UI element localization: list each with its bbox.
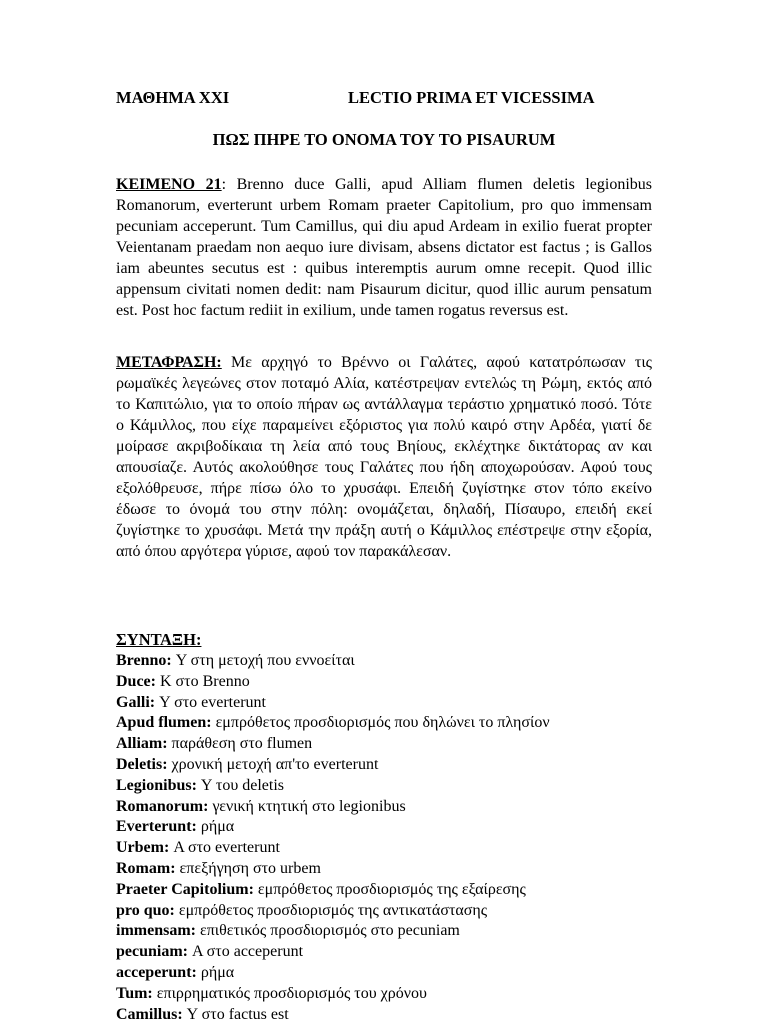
- syntax-term: Alliam:: [116, 735, 168, 753]
- latin-text-label-separator: :: [221, 176, 227, 193]
- lesson-latin-title: LECTIO PRIMA ET VICESSIMA: [348, 88, 595, 107]
- syntax-term: acceperunt:: [116, 963, 197, 981]
- syntax-item: [116, 755, 652, 776]
- translation-section: [116, 352, 652, 562]
- syntax-description: χρονική μετοχή απ'το everterunt: [167, 755, 379, 773]
- syntax-list: [116, 651, 652, 1025]
- syntax-item: [116, 859, 652, 880]
- syntax-description: εμπρόθετος προσδιορισμός της εξαίρεσης: [253, 880, 526, 898]
- syntax-item: [116, 776, 652, 797]
- syntax-item: [116, 797, 652, 818]
- syntax-term: pecuniam:: [116, 943, 188, 961]
- syntax-term: Galli:: [116, 693, 156, 711]
- syntax-item: [116, 838, 652, 859]
- syntax-term: Deletis:: [116, 755, 168, 773]
- syntax-item: [116, 984, 652, 1005]
- syntax-heading: ΣΥΝΤΑΞΗ:: [116, 630, 202, 649]
- syntax-description: επιρρηματικός προσδιορισμός του χρόνου: [152, 984, 427, 1002]
- syntax-item: [116, 901, 652, 922]
- syntax-item: [116, 734, 652, 755]
- syntax-term: Apud flumen:: [116, 714, 212, 732]
- latin-text-section: [116, 174, 652, 321]
- lesson-title: ΠΩΣ ΠΗΡΕ ΤΟ ΟΝΟΜΑ ΤΟΥ ΤΟ PISAURUM: [212, 130, 556, 149]
- syntax-description: Υ στη μετοχή που εννοείται: [171, 652, 355, 669]
- syntax-description: εμπρόθετος προσδιορισμός της αντικατάστασης: [174, 901, 488, 919]
- syntax-item: [116, 651, 652, 672]
- syntax-term: Camillus:: [116, 1005, 183, 1023]
- syntax-description: Υ στο factus est: [182, 1005, 289, 1023]
- syntax-item: [116, 1005, 652, 1025]
- syntax-description: εμπρόθετος προσδιορισμός που δηλώνει το πλησίον: [211, 714, 550, 732]
- syntax-term: Praeter Capitolium:: [116, 880, 254, 898]
- syntax-description: Κ στο Brenno: [155, 672, 250, 690]
- syntax-term: Romam:: [116, 859, 176, 877]
- syntax-item: [116, 817, 652, 838]
- syntax-term: Urbem:: [116, 839, 170, 857]
- syntax-item: [116, 713, 652, 734]
- lesson-number: ΜΑΘΗΜΑ XXI: [116, 88, 230, 107]
- syntax-description: Υ του deletis: [196, 776, 284, 794]
- syntax-term: immensam:: [116, 922, 196, 940]
- translation-body: Με αρχηγό το Βρέννο οι Γαλάτες, αφού κατατρόπωσαν τις ρωμαϊκές λεγεώνες στον ποταμό Αλία, κατέστρεψαν εντελώς τη Ρώμη, εκτός από το Καπιτώλιο, για το οποίο πήραν ως αντάλλαγμα τεράστιο χρηματικό ποσό. Τότε ο Κάμιλλος, που είχε παραμείνει εξόριστος για πολύ καιρό στην Αρδέα, γιατί δε μοίρασε ακριβοδίκαια τη λεία από τους Βηίους, εκλέχτηκε δικτάτορας αν και απουσίαζε. Αυτός ακολούθησε τους Γαλάτες που ήδη αποχωρούσαν. Αφού τους εξολόθρευσε, πήρε πίσω όλο το χρυσάφι. Επειδή ζυγίστηκε στον τόπο εκείνο έδωσε το όνομά του στην πόλη: ονομάζεται, δηλαδή, Πίσαυρο, επειδή εκεί ζυγίστηκε το χρυσάφι. Μετά την πράξη αυτή ο Κάμιλλος επέστρεψε στην εξορία, από όπου αργότερα γύρισε, αφού τον παρακάλεσαν.: [116, 354, 652, 560]
- syntax-item: [116, 693, 652, 714]
- syntax-description: γενική κτητική στο legionibus: [208, 797, 406, 815]
- syntax-term: Brenno:: [116, 652, 172, 669]
- syntax-description: παράθεση στο flumen: [167, 735, 313, 753]
- syntax-item: [116, 672, 652, 693]
- syntax-item: [116, 921, 652, 942]
- syntax-term: Legionibus:: [116, 776, 197, 794]
- syntax-description: ρήμα: [196, 818, 235, 836]
- syntax-description: επιθετικός προσδιορισμός στο pecuniam: [195, 922, 460, 940]
- syntax-description: επεξήγηση στο urbem: [175, 859, 321, 877]
- syntax-item: [116, 963, 652, 984]
- syntax-item: [116, 942, 652, 963]
- latin-text-body: Brenno duce Galli, apud Alliam flumen deletis legionibus Romanorum, everterunt urbem Romam praeter Capitolium, pro quo immensam pecuniam acceperunt. Tum Camillus, qui diu apud Ardeam in exilio fuerat propter Veientanam praedam non aequo iure divisam, absens dictator est factus ; is Gallos iam abeuntes secutus est : quibus interemptis aurum omne recepit. Quod illic appensum civitati nomen dedit: nam Pisaurum dicitur, quod illic aurum pensatum est. Post hoc factum rediit in exilium, unde tamen rogatus reversus est.: [116, 176, 653, 319]
- syntax-term: pro quo:: [116, 901, 175, 919]
- syntax-description: Α στο everterunt: [169, 839, 280, 857]
- syntax-term: Tum:: [116, 984, 153, 1002]
- latin-text-label: ΚΕΙΜΕΝΟ 21: [116, 176, 222, 193]
- syntax-description: ρήμα: [196, 963, 235, 981]
- translation-label: ΜΕΤΑΦΡΑΣΗ:: [116, 354, 222, 371]
- syntax-term: Romanorum:: [116, 797, 209, 815]
- syntax-term: Duce:: [116, 672, 156, 690]
- syntax-description: Α στο acceperunt: [188, 943, 304, 961]
- lesson-header: [116, 88, 652, 110]
- syntax-term: Everterunt:: [116, 818, 197, 836]
- syntax-item: [116, 880, 652, 901]
- syntax-description: Υ στο everterunt: [155, 693, 266, 711]
